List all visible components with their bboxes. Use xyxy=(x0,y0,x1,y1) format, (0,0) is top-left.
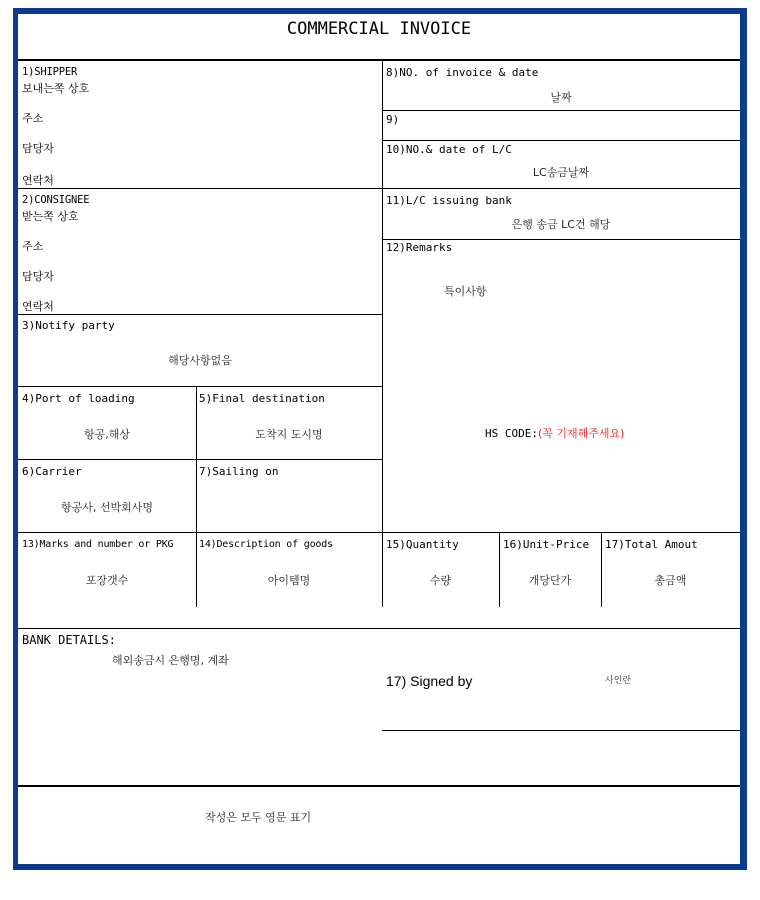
unit-price-value[interactable]: 개당단가 xyxy=(528,574,572,587)
consignee-company[interactable]: 받는쪽 상호 xyxy=(22,210,79,223)
shipper-address[interactable]: 주소 xyxy=(22,112,44,125)
quantity-label: 15)Quantity xyxy=(386,538,459,551)
carrier-value[interactable]: 항공사, 선박회사명 xyxy=(60,501,153,514)
remarks-label: 12)Remarks xyxy=(386,241,453,254)
field-9-label: 9) xyxy=(386,113,400,126)
marks-value[interactable]: 포장갯수 xyxy=(85,574,129,587)
shipper-phone[interactable]: 연락처 xyxy=(22,174,54,187)
shipper-company[interactable]: 보내는쪽 상호 xyxy=(22,82,90,95)
hs-code[interactable] xyxy=(485,427,624,440)
notify-party-label: 3)Notify party xyxy=(22,319,115,332)
port-of-loading-label: 4)Port of loading xyxy=(22,392,135,405)
hs-code-label: HS CODE: xyxy=(485,427,538,440)
shipper-contact[interactable]: 담당자 xyxy=(22,142,54,155)
remarks-value[interactable]: 특이사항 xyxy=(444,285,487,298)
invoice-sheet xyxy=(18,14,740,864)
quantity-value[interactable]: 수량 xyxy=(429,574,452,587)
invoice-date-value[interactable]: 날짜 xyxy=(550,91,572,104)
sailing-on-label: 7)Sailing on xyxy=(199,465,279,478)
page-title: COMMERCIAL INVOICE xyxy=(286,19,472,39)
unit-price-label: 16)Unit-Price xyxy=(503,538,590,551)
total-amount-value[interactable]: 총금액 xyxy=(654,574,687,587)
signed-by-label: 17) Signed by xyxy=(386,673,473,689)
consignee-label: 2)CONSIGNEE xyxy=(22,194,90,206)
invoice-number-label: 8)NO. of invoice & date xyxy=(386,66,539,79)
port-of-loading-value[interactable]: 항공,해상 xyxy=(83,428,130,441)
carrier-label: 6)Carrier xyxy=(22,465,82,478)
marks-label: 13)Marks and number or PKG xyxy=(22,539,174,550)
lc-value[interactable]: LC송금날짜 xyxy=(532,166,590,179)
bank-details-label: BANK DETAILS: xyxy=(22,633,116,647)
description-label: 14)Description of goods xyxy=(199,539,333,550)
bank-details-value[interactable]: 해외송금시 은행명, 계좌 xyxy=(112,654,229,667)
final-destination-label: 5)Final destination xyxy=(199,392,325,405)
lc-bank-value[interactable]: 은행 송금 LC건 해당 xyxy=(511,218,611,231)
total-amount-label: 17)Total Amout xyxy=(605,538,698,551)
lc-bank-label: 11)L/C issuing bank xyxy=(386,194,512,207)
shipper-label: 1)SHIPPER xyxy=(22,66,78,78)
notify-party-value[interactable]: 해당사항없음 xyxy=(168,354,232,367)
consignee-address[interactable]: 주소 xyxy=(22,240,44,253)
lc-label: 10)NO.& date of L/C xyxy=(386,143,512,156)
description-value[interactable]: 아이템명 xyxy=(267,574,311,587)
consignee-phone[interactable]: 연락처 xyxy=(22,300,54,313)
footer-note: 작성은 모두 영문 표기 xyxy=(205,811,312,824)
signature-field[interactable]: 사인란 xyxy=(605,676,632,686)
consignee-contact[interactable]: 담당자 xyxy=(22,270,54,283)
hs-code-note: (꼭 기재해주세요) xyxy=(537,427,625,440)
final-destination-value[interactable]: 도착지 도시명 xyxy=(255,428,323,441)
